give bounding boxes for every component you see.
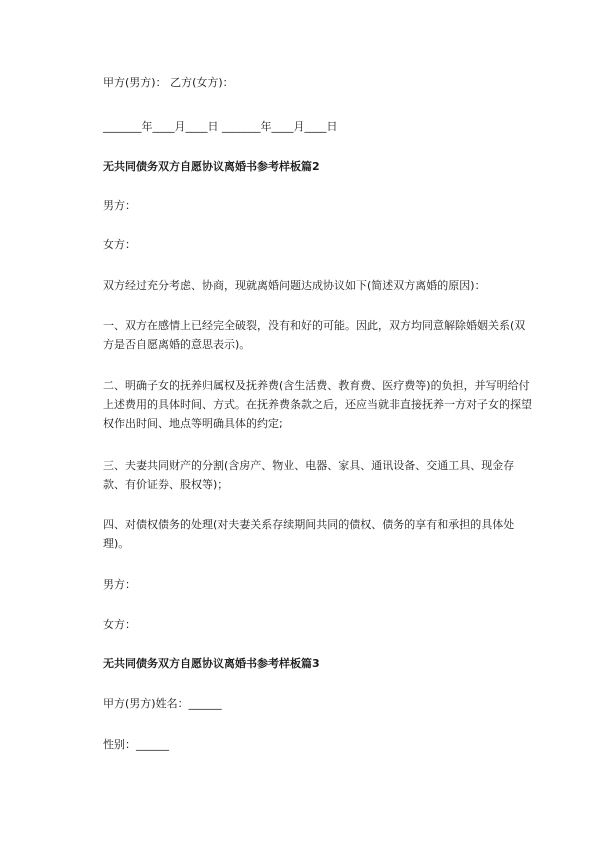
name-field-line: 甲方(男方)姓名：______	[103, 697, 222, 710]
male-label-2: 男方：	[103, 578, 136, 591]
female-label-2: 女方：	[103, 618, 136, 631]
clause-1: 一、双方在感情上已经完全破裂，没有和好的可能。因此，双方均同意解除婚姻关系(双方是否自愿离婚的意思表示)。	[103, 319, 526, 351]
gender-field-line: 性别：______	[103, 738, 169, 751]
section-2-title: 无共同债务双方自愿协议离婚书参考样板篇2	[103, 160, 320, 173]
male-label: 男方：	[103, 199, 136, 212]
signature-line: 甲方(男方)： 乙方(女方)：	[103, 76, 234, 89]
female-label: 女方：	[103, 238, 136, 251]
intro-paragraph: 双方经过充分考虑、协商，现就离婚问题达成协议如下(简述双方离婚的原因)：	[103, 279, 486, 292]
clause-4: 四、对债权债务的处理(对夫妻关系存续期间共同的债权、债务的享有和承担的具体处理)。	[103, 518, 515, 550]
section-3-title: 无共同债务双方自愿协议离婚书参考样板篇3	[103, 657, 320, 670]
date-line: _______年____月____日 _______年____月____日	[103, 120, 338, 133]
clause-3: 三、夫妻共同财产的分割(含房产、物业、电器、家具、通讯设备、交通工具、现金存款、有价证券、股权等)；	[103, 459, 515, 491]
clause-2: 二、明确子女的抚养归属权及抚养费(含生活费、教育费、医疗费等)的负担，并写明给付上述费用的具体时间、方式。在抚养费条款之后，还应当就非直接抚养一方对子女的探望权作出时间、地点等明确具体的约定;	[103, 379, 532, 430]
